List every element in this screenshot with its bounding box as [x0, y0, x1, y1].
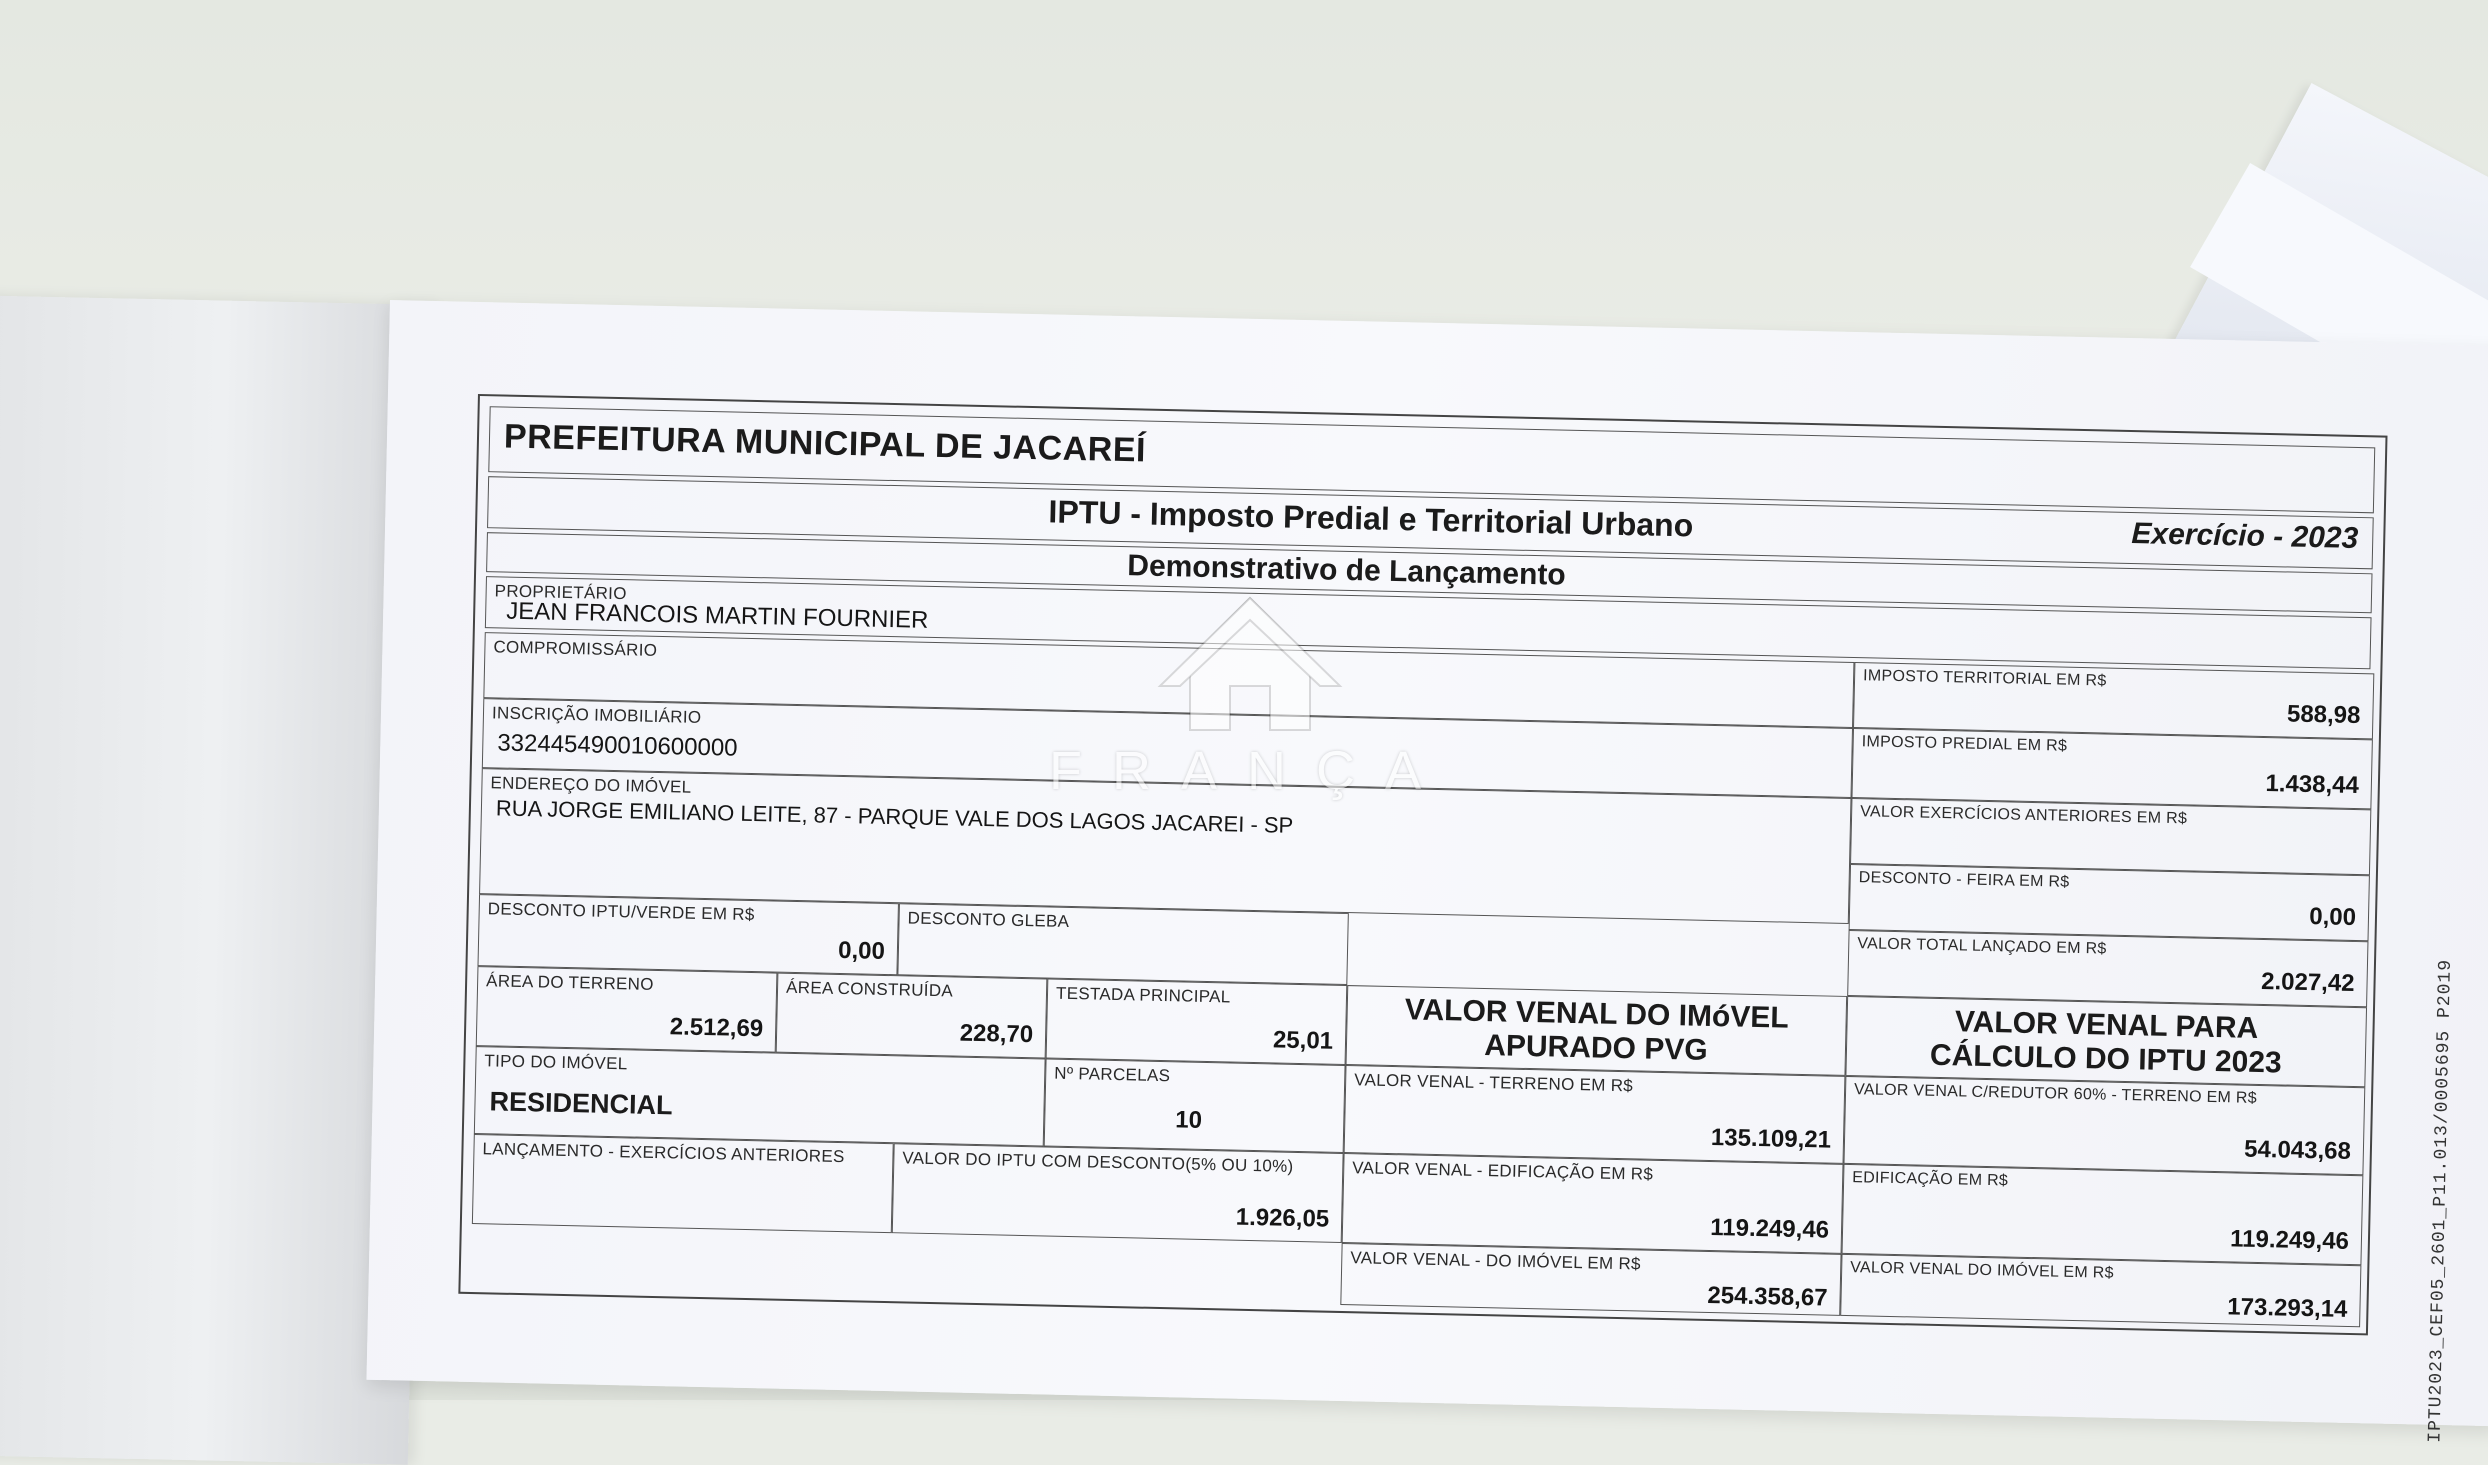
previous-years-cell: [1850, 798, 2371, 875]
calc-title: [1847, 1003, 2366, 1082]
registration-value: 332445490010600000: [497, 729, 738, 762]
left-page: [0, 287, 432, 1464]
installments-cell: [1044, 1058, 1346, 1153]
territorial-tax-label: IMPOSTO TERRITORIAL EM R$: [1862, 667, 2107, 690]
built-area-cell: [776, 973, 1048, 1059]
predial-tax-cell: [1851, 728, 2372, 809]
committed-label: COMPROMISSÁRIO: [493, 637, 658, 660]
land-area-value: 2.512,69: [669, 1013, 764, 1043]
section-title: Demonstrativo de Lançamento: [1127, 549, 1567, 592]
green-discount-value: 0,00: [837, 936, 886, 965]
total-value: 2.027,42: [2260, 967, 2355, 998]
territorial-tax-cell: [1853, 662, 2374, 739]
pvg-property-value: 254.358,67: [1707, 1281, 1828, 1312]
total-cell: [1847, 930, 2368, 1007]
calc-building-label: EDIFICAÇÃO EM R$: [1852, 1169, 2009, 1190]
predial-tax-value: 1.438,44: [2265, 770, 2360, 800]
frontage-label: TESTADA PRINCIPAL: [1055, 983, 1231, 1007]
pvg-building-cell: [1342, 1153, 1844, 1254]
owner-label: PROPRIETÁRIO: [494, 581, 627, 604]
calc-land-cell: [1843, 1076, 2365, 1175]
fair-discount-value: 0,00: [2308, 903, 2357, 932]
previous-launch-label: LANÇAMENTO - EXERCÍCIOS ANTERIORES: [482, 1139, 845, 1167]
fair-discount-label: DESCONTO - FEIRA EM R$: [1858, 869, 2070, 891]
calc-property-value: 173.293,14: [2227, 1293, 2348, 1323]
previous-years-label: VALOR EXERCÍCIOS ANTERIORES EM R$: [1860, 803, 2188, 828]
frontage-value: 25,01: [1272, 1026, 1334, 1055]
address-label: ENDEREÇO DO IMÓVEL: [490, 773, 692, 797]
built-area-label: ÁREA CONSTRUÍDA: [785, 977, 954, 1001]
iptu-form: [458, 394, 2457, 1443]
watermark-logo: [1040, 590, 1460, 810]
territorial-tax-value: 588,98: [2286, 700, 2361, 730]
calc-land-label: VALOR VENAL C/REDUTOR 60% - TERRENO EM R$: [1853, 1081, 2258, 1107]
discounted-iptu-label: VALOR DO IPTU COM DESCONTO(5% OU 10%): [902, 1148, 1294, 1176]
predial-tax-label: IMPOSTO PREDIAL EM R$: [1861, 733, 2068, 755]
calc-building-cell: [1842, 1164, 2364, 1265]
calc-property-label: VALOR VENAL DO IMÓVEL EM R$: [1850, 1259, 2114, 1282]
calc-title-line1: VALOR VENAL PARA: [1954, 1005, 2259, 1045]
pvg-land-value: 135.109,21: [1710, 1124, 1832, 1154]
ghost-text: ​: [30, 287, 33, 355]
land-area-label: ÁREA DO TERRENO: [485, 971, 654, 994]
land-area-cell: [476, 966, 778, 1053]
property-type-label: TIPO DO IMÓVEL: [484, 1051, 628, 1074]
gleba-discount-label: DESCONTO GLEBA: [907, 908, 1070, 931]
fair-discount-cell: [1849, 864, 2370, 941]
calc-land-value: 54.043,68: [2243, 1135, 2352, 1165]
pvg-header-cell: [1346, 985, 1848, 1076]
side-code: IPTU2023_CEF05_2601_P11.013/0005695 P2019: [2425, 958, 2457, 1443]
tax-title: IPTU - Imposto Predial e Territorial Urbano: [1048, 493, 1694, 544]
owner-value: JEAN FRANCOIS MARTIN FOURNIER: [505, 597, 929, 634]
pvg-building-value: 119.249,46: [1709, 1214, 1830, 1244]
calc-header-cell: [1845, 996, 2367, 1087]
iptu-slip: [366, 300, 2488, 1443]
house-icon: [1040, 590, 1460, 740]
calc-title-line2: CÁLCULO DO IPTU 2023: [1929, 1038, 2283, 1080]
property-type-cell: [474, 1046, 1046, 1146]
built-area-value: 228,70: [959, 1019, 1034, 1049]
discounted-iptu-value: 1.926,05: [1235, 1203, 1330, 1233]
gleba-discount-cell: [897, 903, 1348, 985]
exercise-year: Exercício - 2023: [2131, 517, 2359, 555]
pvg-title: [1347, 992, 1846, 1071]
installments-label: Nº PARCELAS: [1054, 1063, 1171, 1086]
pvg-property-cell: [1340, 1243, 1841, 1316]
previous-launch-cell: [472, 1134, 894, 1233]
municipality-name: PREFEITURA MUNICIPAL DE JACAREÍ: [503, 417, 1147, 470]
address-value: RUA JORGE EMILIANO LEITE, 87 - PARQUE VALE DOS LAGOS JACAREI - SP: [495, 795, 1294, 838]
pvg-land-label: VALOR VENAL - TERRENO EM R$: [1354, 1070, 1634, 1096]
frontage-cell: [1046, 979, 1348, 1066]
pvg-land-cell: [1344, 1065, 1846, 1164]
total-label: VALOR TOTAL LANÇADO EM R$: [1857, 935, 2107, 958]
calc-property-cell: [1840, 1254, 2361, 1327]
calc-building-value: 119.249,46: [2229, 1225, 2350, 1255]
pvg-title-line2: APURADO PVG: [1483, 1029, 1708, 1067]
pvg-title-line1: VALOR VENAL DO IMóVEL: [1404, 993, 1789, 1035]
watermark-brand: FRANÇA: [1048, 741, 1451, 801]
green-discount-cell: [477, 894, 898, 975]
registration-label: INSCRIÇÃO IMOBILIÁRIO: [491, 703, 702, 727]
installments-value: 10: [1175, 1106, 1203, 1134]
property-type-value: RESIDENCIAL: [489, 1086, 673, 1121]
pvg-building-label: VALOR VENAL - EDIFICAÇÃO EM R$: [1352, 1158, 1654, 1184]
pvg-property-label: VALOR VENAL - DO IMÓVEL EM R$: [1350, 1248, 1642, 1274]
green-discount-label: DESCONTO IPTU/VERDE EM R$: [487, 899, 755, 925]
discounted-iptu-cell: [892, 1143, 1344, 1243]
